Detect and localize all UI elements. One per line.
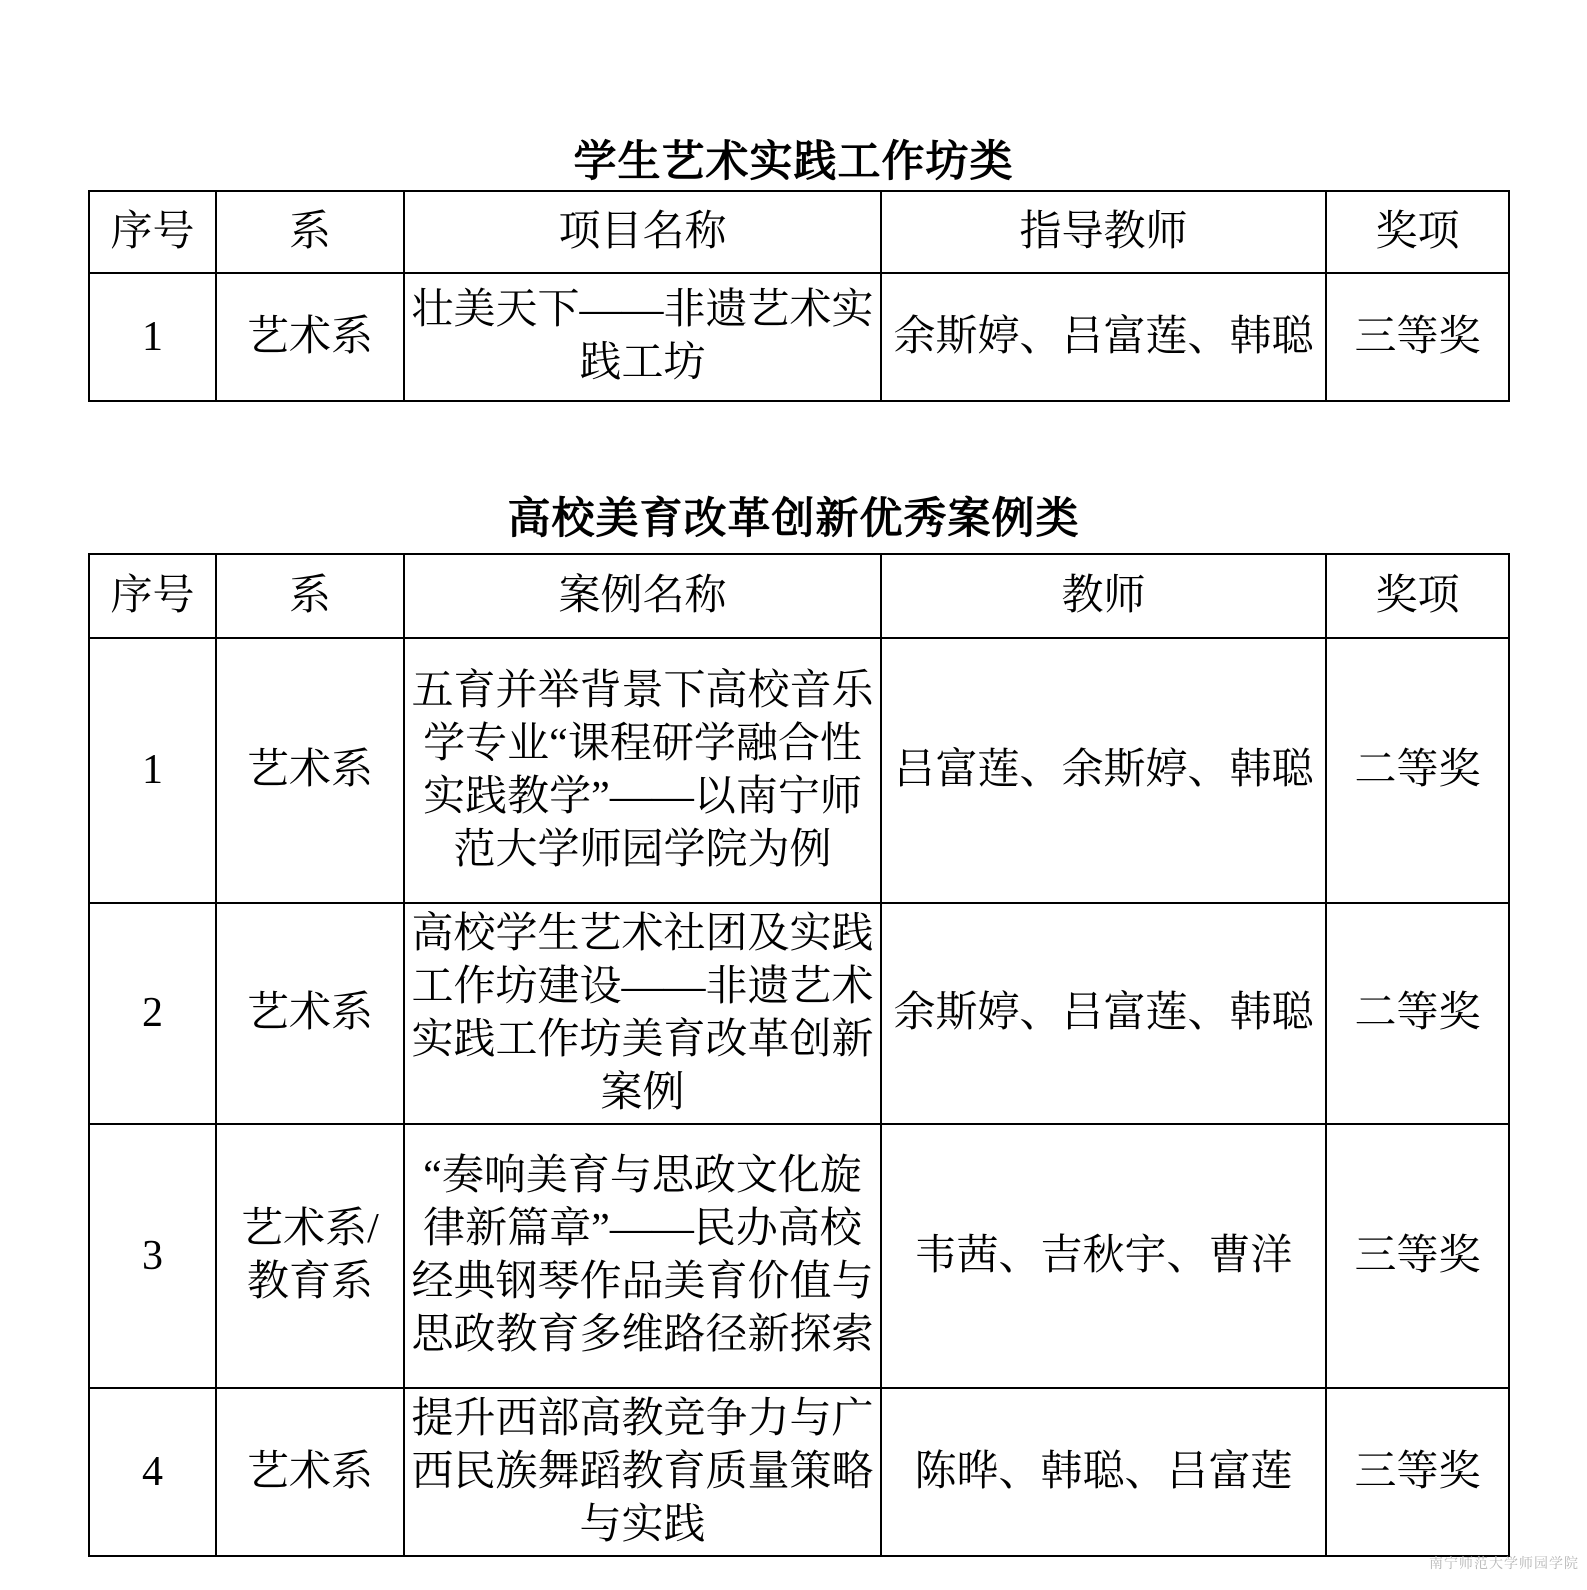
workshop-awards-table: [88, 190, 1510, 402]
table1-header-advisors: 指导教师: [881, 191, 1326, 273]
cell-advisors: 余斯婷、吕富莲、韩聪: [881, 273, 1326, 401]
cell-seq-no: 1: [89, 273, 216, 401]
watermark: 南宁师范大学师园学院: [1429, 1555, 1579, 1571]
table2-row-1: [89, 638, 1509, 903]
table1-row-1: [89, 273, 1509, 401]
table2-header-dept: 系: [216, 554, 404, 638]
cell-department: 艺术系: [216, 903, 404, 1124]
table2-title: 高校美育改革创新优秀案例类: [507, 496, 1080, 543]
table1-header-row: [89, 191, 1509, 273]
cell-award: 三等奖: [1326, 1124, 1509, 1388]
table2-header-award: 奖项: [1326, 554, 1509, 638]
cell-award: 三等奖: [1326, 1388, 1509, 1556]
cell-award: 二等奖: [1326, 903, 1509, 1124]
table1-header-award: 奖项: [1326, 191, 1509, 273]
cell-seq-no: 4: [89, 1388, 216, 1556]
table2-header-no: 序号: [89, 554, 216, 638]
cell-award: 二等奖: [1326, 638, 1509, 903]
table2-row-2: [89, 903, 1509, 1124]
cell-seq-no: 3: [89, 1124, 216, 1388]
cell-teachers: 陈晔、韩聪、吕富莲: [881, 1388, 1326, 1556]
cell-case-name: “奏响美育与思政文化旋律新篇章”——民办高校经典钢琴作品美育价值与思政教育多维路径新探索: [404, 1124, 881, 1388]
table2-header-case-name: 案例名称: [404, 554, 881, 638]
table2-header-row: [89, 554, 1509, 638]
table2-header-teachers: 教师: [881, 554, 1326, 638]
table2-row-4: [89, 1388, 1509, 1556]
table1-header-project-name: 项目名称: [404, 191, 881, 273]
table1-header-no: 序号: [89, 191, 216, 273]
cell-teachers: 韦茜、吉秋宇、曹洋: [881, 1124, 1326, 1388]
cell-seq-no: 1: [89, 638, 216, 903]
cell-award: 三等奖: [1326, 273, 1509, 401]
cell-project-name: 壮美天下——非遗艺术实践工坊: [404, 273, 881, 401]
case-awards-table: [88, 553, 1510, 1557]
cell-department: 艺术系: [216, 1388, 404, 1556]
cell-teachers: 余斯婷、吕富莲、韩聪: [881, 903, 1326, 1124]
cell-seq-no: 2: [89, 903, 216, 1124]
cell-teachers: 吕富莲、余斯婷、韩聪: [881, 638, 1326, 903]
cell-case-name: 高校学生艺术社团及实践工作坊建设——非遗艺术实践工作坊美育改革创新案例: [404, 903, 881, 1124]
cell-department: 艺术系: [216, 638, 404, 903]
cell-department: 艺术系: [216, 273, 404, 401]
cell-case-name: 五育并举背景下高校音乐学专业“课程研学融合性实践教学”——以南宁师范大学师园学院为例: [404, 638, 881, 903]
table2-row-3: [89, 1124, 1509, 1388]
table1-header-dept: 系: [216, 191, 404, 273]
cell-case-name: 提升西部高教竞争力与广西民族舞蹈教育质量策略与实践: [404, 1388, 881, 1556]
table1-title: 学生艺术实践工作坊类: [573, 139, 1014, 186]
cell-department: 艺术系/教育系: [216, 1124, 404, 1388]
